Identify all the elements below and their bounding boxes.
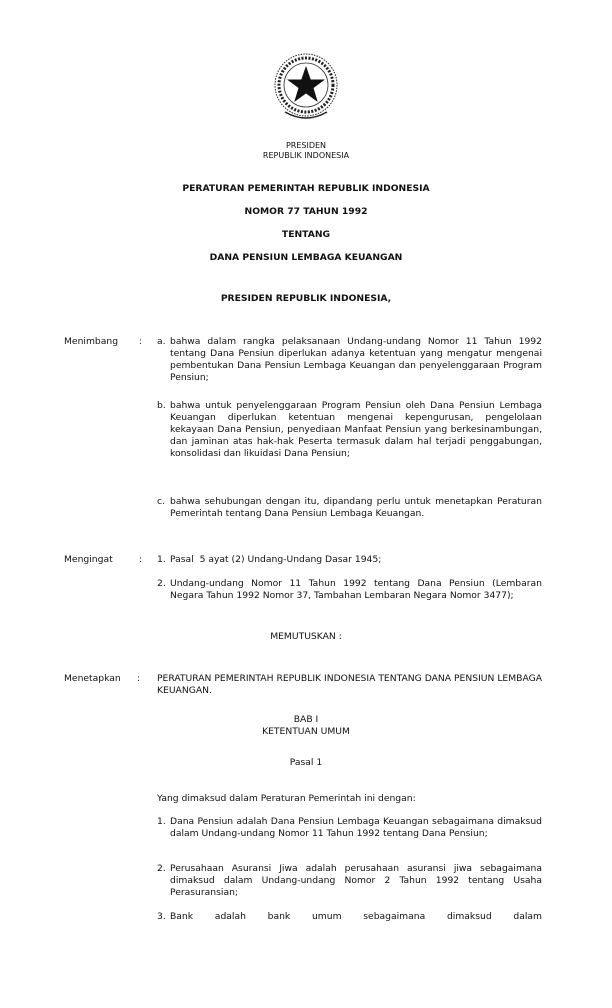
list-marker: 1.: [157, 816, 166, 827]
definitions-intro: Yang dimaksud dalam Peraturan Pemerintah ini dengan:: [157, 793, 416, 804]
presidential-emblem: [271, 50, 341, 136]
star-emblem-icon: [271, 50, 341, 136]
list-marker: c.: [157, 496, 165, 507]
menetapkan-text: PERATURAN PEMERINTAH REPUBLIK INDONESIA TENTANG DANA PENSIUN LEMBAGA KEUANGAN.: [157, 673, 542, 696]
emblem-caption-republic: REPUBLIK INDONESIA: [262, 151, 350, 160]
document-about: TENTANG: [281, 229, 331, 240]
definition-item-2: Perusahaan Asuransi Jiwa adalah perusahaan asuransi jiwa sebagaimana dimaksud dalam Undang-undang Nomor 2 Tahun 1992 tentang Usaha Perasuransian;: [170, 863, 542, 898]
definition-item-1: Dana Pensiun adalah Dana Pensiun Lembaga Keuangan sebagaimana dimaksud dalam Undang-undang Nomor 11 Tahun 1992 tentang Dana Pensiun;: [170, 816, 542, 839]
list-marker: 2.: [157, 578, 166, 589]
memutuskan-heading: MEMUTUSKAN :: [270, 631, 342, 642]
document-number: NOMOR 77 TAHUN 1992: [244, 206, 368, 217]
menimbang-colon: :: [139, 336, 143, 347]
menimbang-item-c: bahwa sehubungan dengan itu, dipandang perlu untuk menetapkan Peraturan Pemerintah tentang Dana Pensiun Lembaga Keuangan.: [170, 496, 542, 519]
menimbang-item-b: bahwa untuk penyelenggaraan Program Pensiun oleh Dana Pensiun Lembaga Keuangan diperlukan ketentuan mengenai kepengurusan, pengelolaan kekayaan Dana Pensiun, penyediaan Manfaat Pensiun yang berkesinambungan, dan jaminan atas hak-hak Peserta termasuk dalam hal terjadi penggabungan, konsolidasi dan likuidasi Dana Pensiun;: [170, 400, 542, 459]
document-title: PERATURAN PEMERINTAH REPUBLIK INDONESIA: [182, 183, 430, 194]
president-heading: PRESIDEN REPUBLIK INDONESIA,: [220, 293, 392, 304]
menimbang-label: Menimbang: [64, 336, 119, 347]
mengingat-colon: :: [139, 554, 143, 565]
list-marker: a.: [157, 336, 166, 347]
pasal-heading: Pasal 1: [289, 757, 323, 768]
menimbang-item-a: bahwa dalam rangka pelaksanaan Undang-undang Nomor 11 Tahun 1992 tentang Dana Pensiun diperlukan adanya ketentuan yang mengatur mengenai pembentukan Dana Pensiun Lembaga Keuangan dan penyelenggaraan Program Pensiun;: [170, 336, 542, 383]
mengingat-item-2: Undang-undang Nomor 11 Tahun 1992 tentang Dana Pensiun (Lembaran Negara Tahun 1992 Nomor 37, Tambahan Lembaran Negara Nomor 3477);: [170, 578, 542, 601]
list-marker: 3.: [157, 911, 166, 922]
bab-number: BAB I: [293, 714, 319, 725]
list-marker: 2.: [157, 863, 166, 874]
list-marker: 1.: [157, 554, 166, 565]
emblem-caption-president: PRESIDEN: [285, 141, 327, 150]
document-subject: DANA PENSIUN LEMBAGA KEUANGAN: [209, 252, 403, 263]
menetapkan-label: Menetapkan: [64, 673, 121, 684]
definition-item-3: Bank adalah bank umum sebagaimana dimaksud dalam: [170, 911, 542, 922]
mengingat-item-1: Pasal 5 ayat (2) Undang-Undang Dasar 1945;: [170, 554, 382, 565]
mengingat-label: Mengingat: [64, 554, 113, 565]
list-marker: b.: [157, 400, 166, 411]
menetapkan-colon: :: [137, 673, 141, 684]
bab-title: KETENTUAN UMUM: [262, 726, 350, 737]
